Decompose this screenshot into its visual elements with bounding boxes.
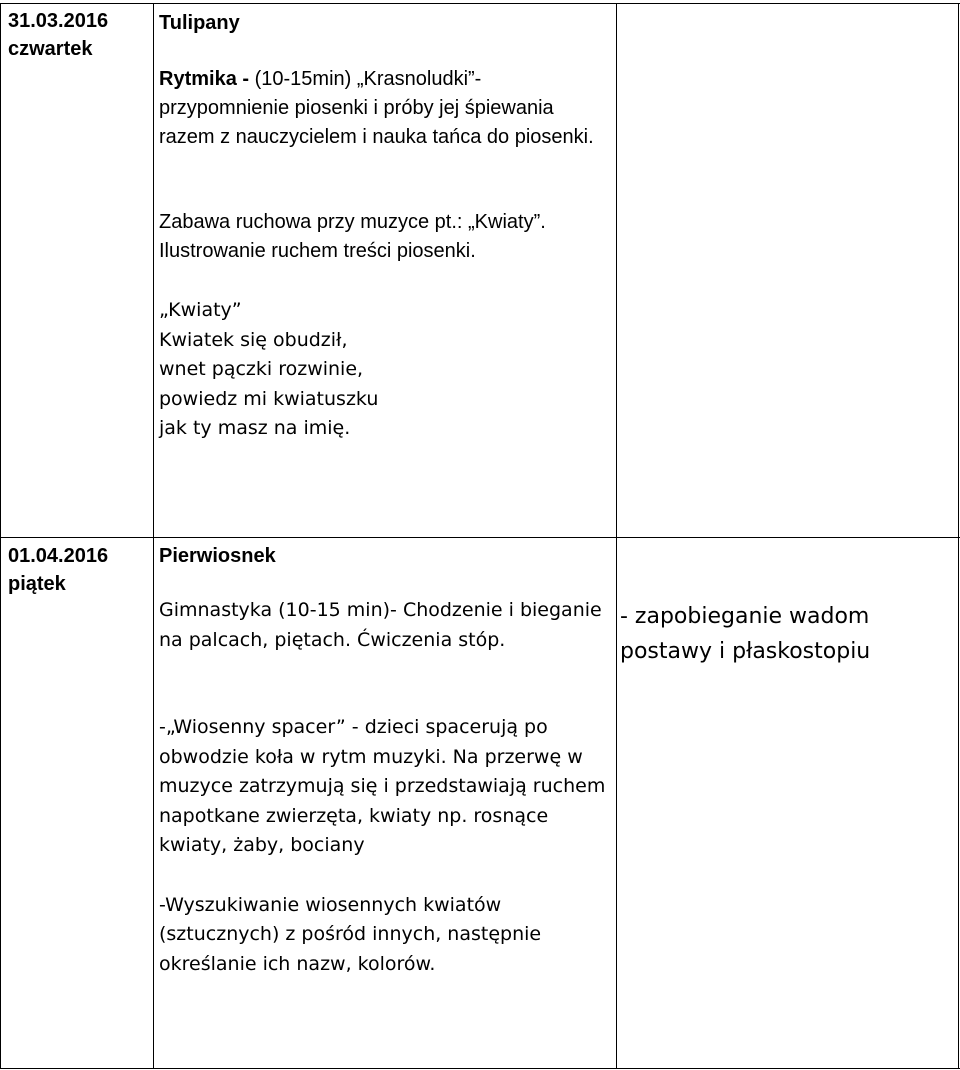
poem-title: „Kwiaty” [159, 299, 242, 321]
row-1-topic: Tulipany [159, 12, 240, 34]
column-divider-2 [616, 3, 617, 1069]
row-2-content-cell [159, 542, 614, 979]
row-1-zabawa: Zabawa ruchowa przy muzyce pt.: „Kwiaty”. Ilustrowanie ruchem treści piosenki. [159, 211, 546, 262]
poem-line: powiedz mi kwiatuszku [159, 387, 379, 410]
rytmika-label: Rytmika - [159, 68, 255, 90]
row-2-gimnastyka: Gimnastyka (10-15 min)- Chodzenie i bieganie na palcach, piętach. Ćwiczenia stóp. [159, 599, 602, 651]
row-2-spacer: -„Wiosenny spacer” - dzieci spacerują po obwodzie koła w rytm muzyki. Na przerwę w muzyce zatrzymują się i przedstawiają ruchem napotkane zwierzęta, kwiaty np. rosnące kwiaty, żaby, bociany [159, 716, 606, 856]
row-divider [0, 537, 960, 538]
row-2-date-cell [8, 542, 153, 598]
table-border-left [0, 3, 1, 1069]
row-2-date: 01.04.2016 [8, 545, 109, 567]
row-1-content-cell [159, 9, 614, 444]
poem-line: Kwiatek się obudził, [159, 328, 348, 351]
table-border-bottom [0, 1068, 960, 1069]
poem-line: jak ty masz na imię. [159, 417, 351, 439]
row-2-topic: Pierwiosnek [159, 545, 276, 567]
row-1-poem [159, 296, 614, 444]
column-divider-1 [153, 3, 154, 1069]
poem-line: wnet pączki rozwinie, [159, 358, 364, 380]
rytmika-text: (10-15min) „Krasnoludki”- przypomnienie piosenki i próby jej śpiewania razem z nauczycielem i nauka tańca do piosenki. [159, 68, 594, 148]
row-2-note-cell [620, 599, 955, 669]
row-2-wyszukiwanie: -Wyszukiwanie wiosennych kwiatów (sztucznych) z pośród innych, następnie określanie ich nazw, kolorów. [159, 893, 542, 975]
table-border-right [958, 3, 959, 1069]
table-border-top [0, 3, 960, 4]
row-1-rytmika [159, 65, 614, 152]
row-1-date: 31.03.2016 [8, 10, 109, 32]
row-2-note: - zapobieganie wadom postawy i płaskostopiu [620, 604, 871, 664]
row-1-day: czwartek [8, 38, 93, 60]
row-1-date-cell [8, 7, 153, 63]
row-2-day: piątek [8, 573, 66, 595]
